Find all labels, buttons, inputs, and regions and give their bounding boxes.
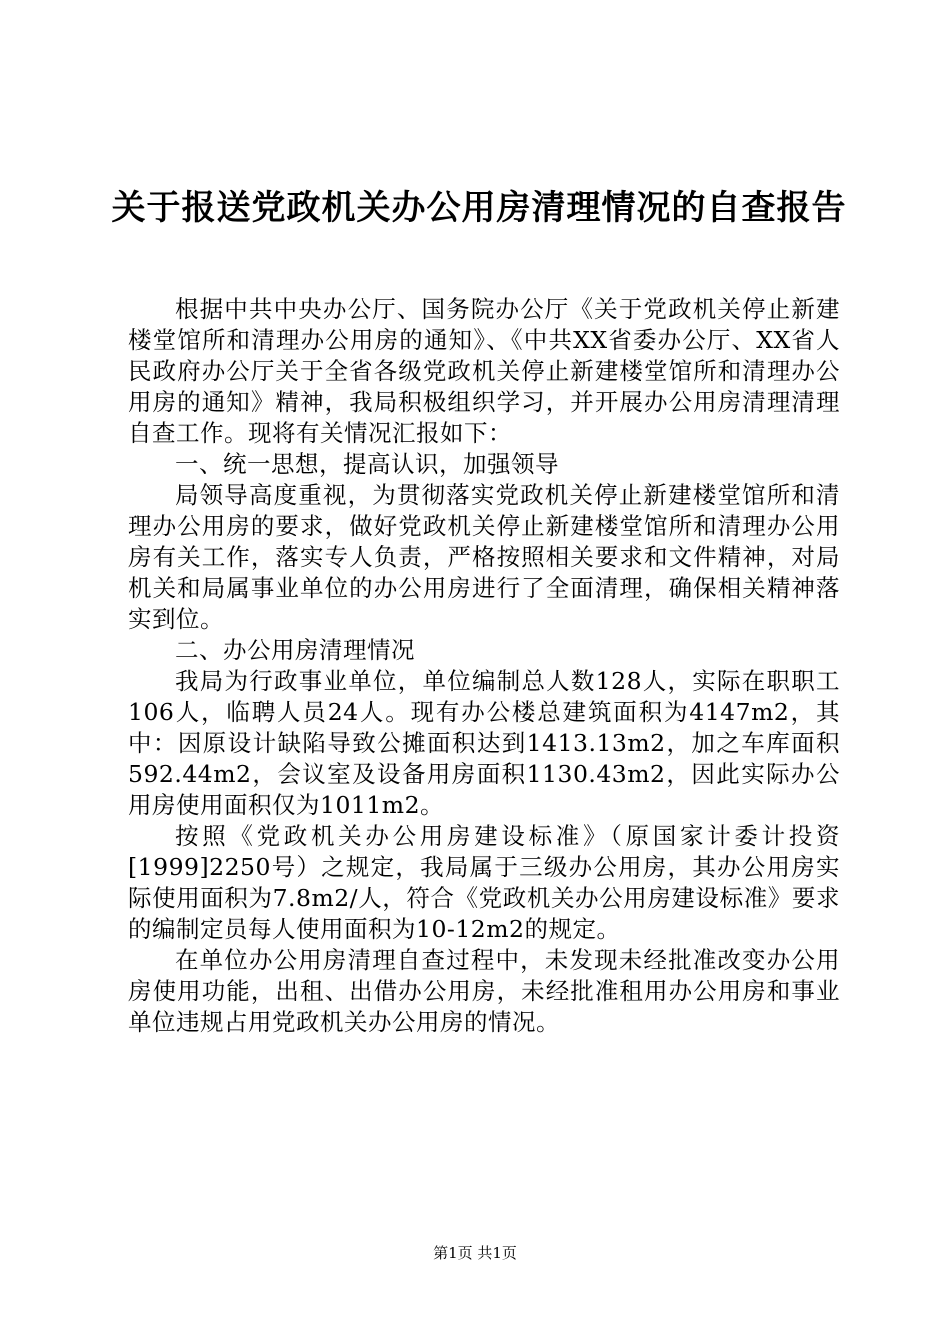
- paragraph-statistics: 我局为行政事业单位，单位编制总人数128人，实际在职职工106人，临聘人员24人。现有办公楼总建筑面积为4147m2，其中：因原设计缺陷导致公摊面积达到1413.13m2，加之车库面积592.44m2，会议室及设备用房面积1130.43m2，因此实际办公用房使用面积仅为1011m2。: [128, 667, 840, 819]
- paragraph-intro: 根据中共中央办公厅、国务院办公厅《关于党政机关停止新建楼堂馆所和清理办公用房的通知》、《中共XX省委办公厅、XX省人民政府办公厅关于全省各级党政机关停止新建楼堂馆所和清理办公用房的通知》精神，我局积极组织学习，并开展办公用房清理清理自查工作。现将有关情况汇报如下：: [128, 295, 840, 447]
- section-heading-1: 一、统一思想，提高认识，加强领导: [175, 450, 559, 478]
- page-footer: 第1页 共1页: [433, 1244, 517, 1262]
- section-heading-2: 二、办公用房清理情况: [175, 636, 415, 664]
- document-title: 关于报送党政机关办公用房清理情况的自查报告: [111, 188, 847, 228]
- paragraph-leadership: 局领导高度重视，为贯彻落实党政机关停止新建楼堂馆所和清理办公用房的要求，做好党政机关停止新建楼堂馆所和清理办公用房有关工作，落实专人负责，严格按照相关要求和文件精神，对局机关和局属事业单位的办公用房进行了全面清理，确保相关精神落实到位。: [128, 481, 840, 633]
- document-body: [128, 294, 840, 1038]
- paragraph-standard: 按照《党政机关办公用房建设标准》（原国家计委计投资[1999]2250号）之规定，我局属于三级办公用房，其办公用房实际使用面积为7.8m2/人，符合《党政机关办公用房建设标准》要求的编制定员每人使用面积为10-12m2的规定。: [128, 822, 840, 943]
- paragraph-conclusion: 在单位办公用房清理自查过程中，未发现未经批准改变办公用房使用功能，出租、出借办公用房，未经批准租用办公用房和事业单位违规占用党政机关办公用房的情况。: [128, 946, 840, 1036]
